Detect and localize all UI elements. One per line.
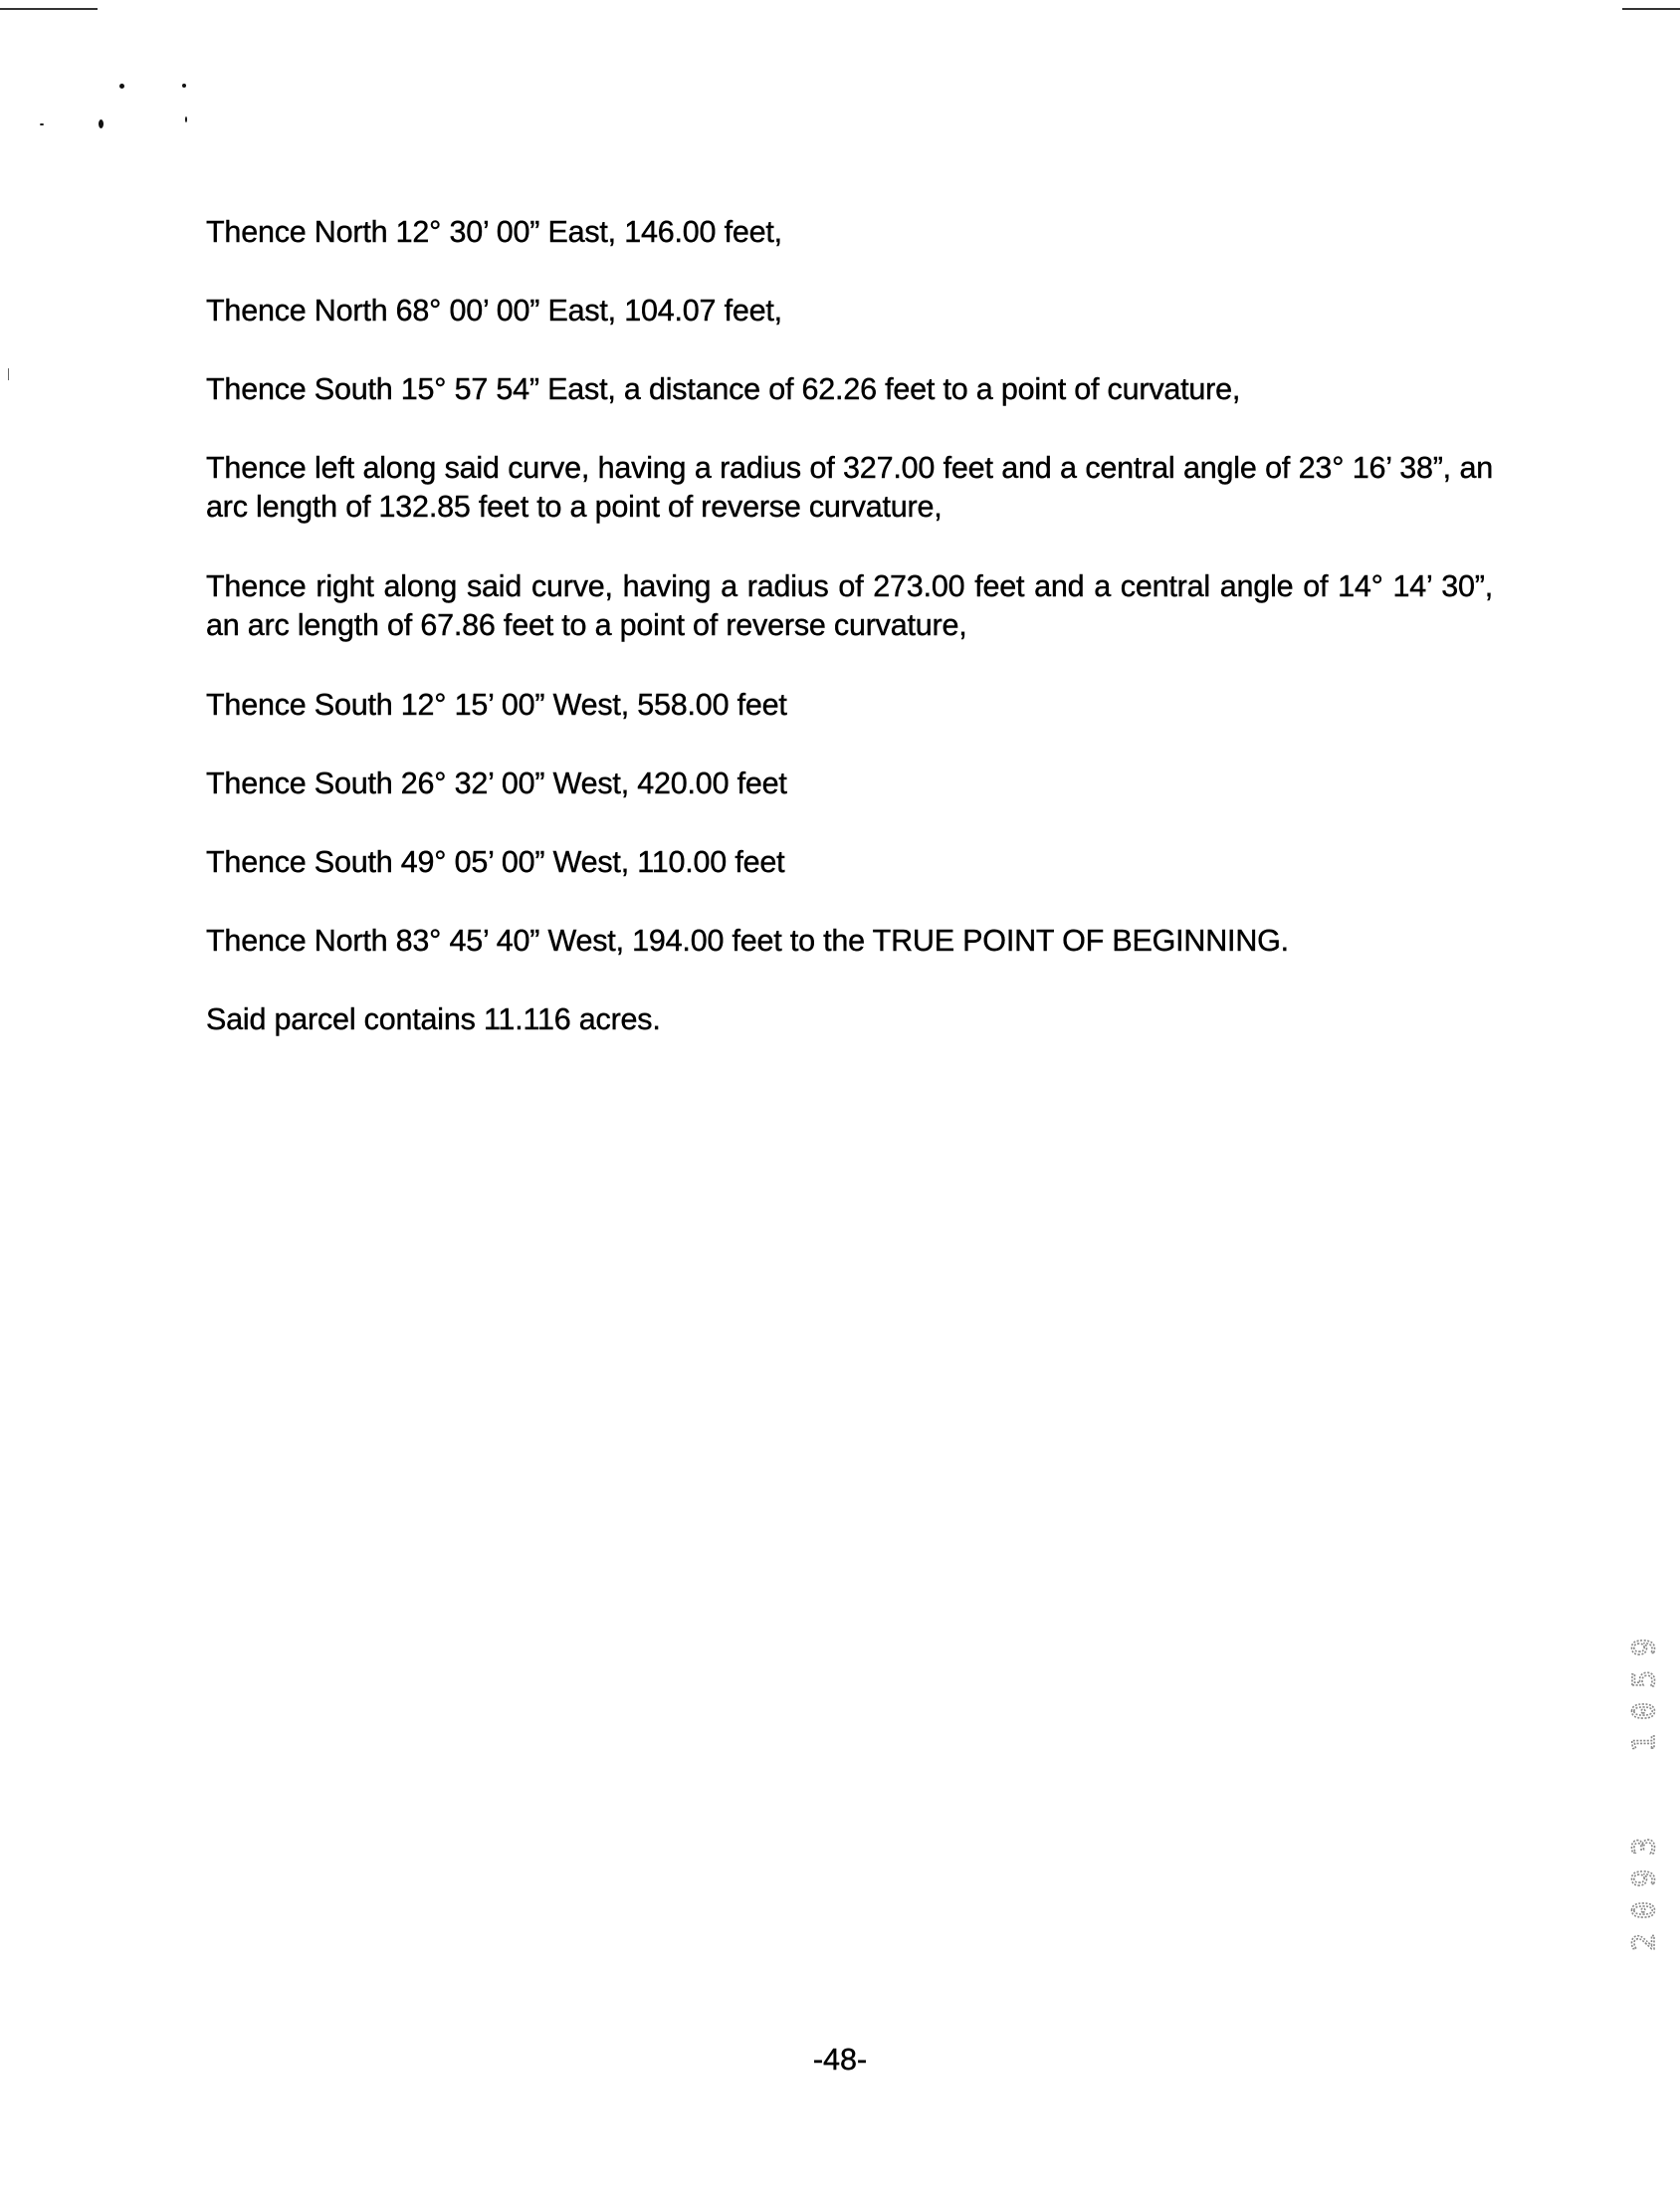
page-number: -48- — [812, 2043, 868, 2077]
scan-edge-line — [0, 8, 98, 10]
course-north-83: Thence North 83° 45’ 40” West, 194.00 feet to the TRUE POINT OF BEGINNING. — [206, 924, 1289, 958]
margin-stamp-upper — [1622, 1583, 1662, 1762]
stamp-digits-upper: 1059 — [1627, 1624, 1662, 1752]
stamp-digits-svg — [1622, 1583, 1662, 1762]
course-north-68: Thence North 68° 00’ 00” East, 104.07 feet, — [206, 294, 782, 328]
scan-speck — [185, 116, 187, 122]
curve-left: Thence left along said curve, having a radius of 327.00 feet and a central angle of 23° 16’ 38”, an arc length of 132.85 feet to a point of reverse curvature, — [206, 451, 1493, 524]
scan-speck — [99, 119, 104, 128]
course-south-49: Thence South 49° 05’ 00” West, 110.00 feet — [206, 845, 785, 879]
stamp-digits-lower: 2093 — [1627, 1823, 1662, 1951]
course-south-26: Thence South 26° 32’ 00” West, 420.00 feet — [206, 767, 787, 800]
scan-speck — [182, 84, 186, 88]
curve-right: Thence right along said curve, having a radius of 273.00 feet and a central angle of 14° 14’ 30”, an arc length of 67.86 feet to a point of reverse curvature, — [206, 569, 1493, 642]
course-north-12: Thence North 12° 30’ 00” East, 146.00 feet, — [206, 215, 782, 249]
course-south-15: Thence South 15° 57 54” East, a distance of 62.26 feet to a point of curvature, — [206, 372, 1241, 406]
scan-speck — [40, 123, 44, 125]
scan-edge-line — [1622, 8, 1680, 10]
legal-description-body — [206, 213, 1500, 1079]
scan-speck — [8, 368, 9, 380]
parcel-area: Said parcel contains 11.116 acres. — [206, 1002, 661, 1036]
stamp-digits-svg — [1622, 1782, 1662, 1961]
margin-stamp-lower — [1622, 1782, 1662, 1961]
course-south-12: Thence South 12° 15’ 00” West, 558.00 feet — [206, 688, 787, 722]
scan-speck — [119, 84, 124, 89]
